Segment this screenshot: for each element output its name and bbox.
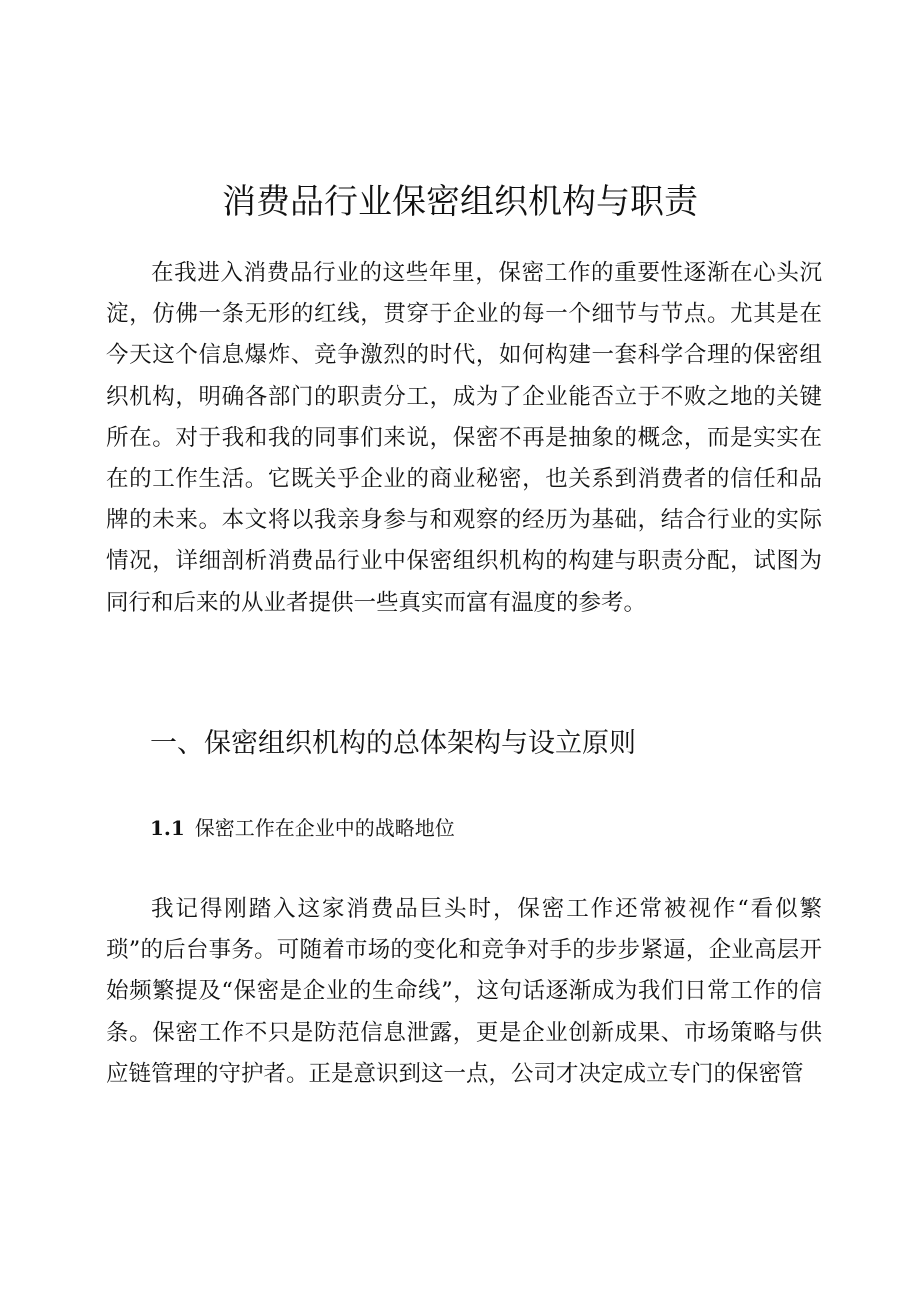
subsection-heading bbox=[150, 810, 455, 846]
section-heading: 一、保密组织机构的总体架构与设立原则 bbox=[150, 728, 636, 759]
body-paragraph: 我记得刚踏入这家消费品巨头时，保密工作还常被视作“看似繁琐”的后台事务。可随着市场的变化和竞争对手的步步紧逼，企业高层开始频繁提及“保密是企业的生命线”，这句话逐渐成为我们日常工作的信条。保密工作不只是防范信息泄露，更是企业创新成果、市场策略与供应链管理的守护者。正是意识到这一点，公司才决定成立专门的保密管 bbox=[106, 896, 822, 1087]
document-title: 消费品行业保密组织机构与职责 bbox=[222, 182, 698, 222]
subsection-number: 1.1 bbox=[150, 816, 185, 840]
subsection-title: 保密工作在企业中的战略地位 bbox=[194, 816, 455, 840]
intro-paragraph: 在我进入消费品行业的这些年里，保密工作的重要性逐渐在心头沉淀，仿佛一条无形的红线，贯穿于企业的每一个细节与节点。尤其是在今天这个信息爆炸、竞争激烈的时代，如何构建一套科学合理的保密组织机构，明确各部门的职责分工，成为了企业能否立于不败之地的关键所在。对于我和我的同事们来说，保密不再是抽象的概念，而是实实在在的工作生活。它既关乎企业的商业秘密，也关系到消费者的信任和品牌的未来。本文将以我亲身参与和观察的经历为基础，结合行业的实际情况，详细剖析消费品行业中保密组织机构的构建与职责分配，试图为同行和后来的从业者提供一些真实而富有温度的参考。 bbox=[106, 260, 822, 616]
